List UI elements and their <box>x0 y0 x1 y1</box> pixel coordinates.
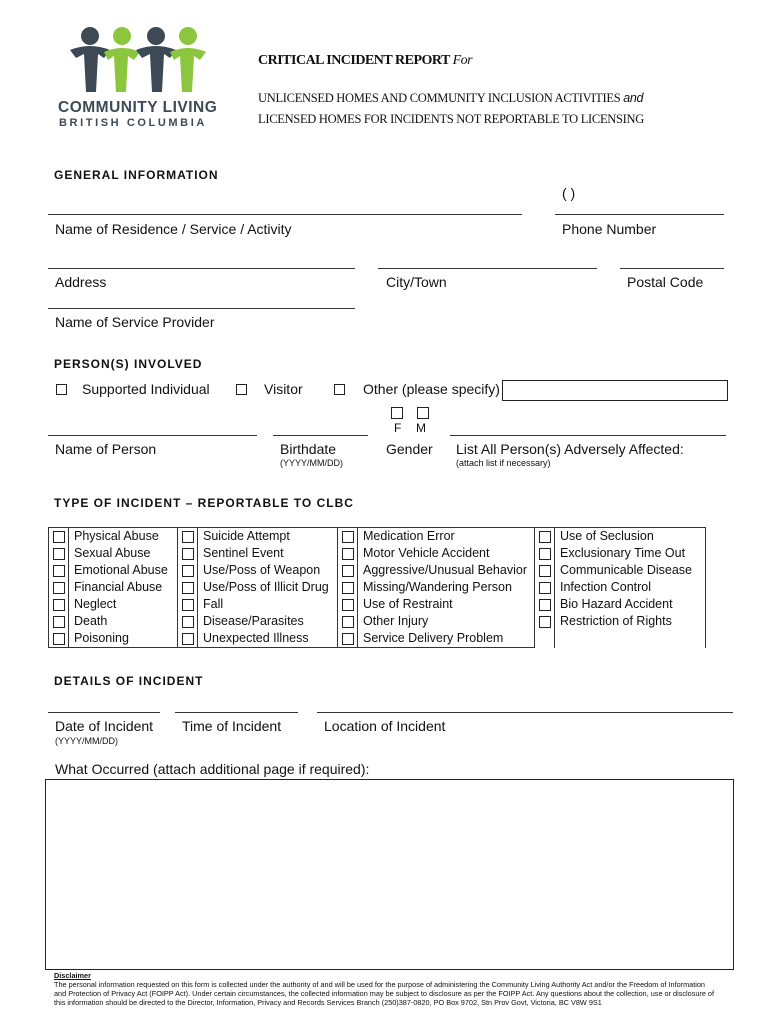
logo-figures-icon <box>64 22 224 97</box>
birthdate-label: Birthdate <box>280 441 337 457</box>
city-label: City/Town <box>386 274 447 290</box>
supported-individual-checkbox[interactable] <box>56 384 67 395</box>
address-field[interactable] <box>48 268 355 269</box>
incident-checkbox[interactable] <box>182 633 194 645</box>
person-name-field[interactable] <box>48 435 257 436</box>
incident-date-format: (YYYY/MM/DD) <box>55 736 118 746</box>
incident-type-label: Use of Seclusion <box>560 529 654 543</box>
other-checkbox[interactable] <box>334 384 345 395</box>
phone-field[interactable] <box>555 214 724 215</box>
col3-checkboxes <box>338 528 358 648</box>
incident-checkbox[interactable] <box>539 616 551 628</box>
general-info-heading: GENERAL INFORMATION <box>54 168 219 182</box>
visitor-label: Visitor <box>264 381 303 397</box>
incident-checkbox[interactable] <box>182 548 194 560</box>
incident-type-label: Sexual Abuse <box>74 546 151 560</box>
affected-persons-label: List All Person(s) Adversely Affected: <box>456 441 684 457</box>
incident-location-field[interactable] <box>317 712 733 713</box>
incident-type-label: Communicable Disease <box>560 563 693 577</box>
incident-type-label: Restriction of Rights <box>560 614 672 628</box>
incident-time-label: Time of Incident <box>182 718 282 734</box>
service-provider-label: Name of Service Provider <box>55 314 215 330</box>
incident-checkbox[interactable] <box>539 548 551 560</box>
incident-checkbox[interactable] <box>182 531 194 543</box>
residence-field[interactable] <box>48 214 522 215</box>
logo-line1: COMMUNITY LIVING <box>58 99 218 116</box>
incident-checkbox[interactable] <box>182 582 194 594</box>
incident-checkbox[interactable] <box>53 531 65 543</box>
incident-location-label: Location of Incident <box>324 718 446 734</box>
col2-labels <box>198 528 338 648</box>
disclaimer <box>54 971 719 1007</box>
incident-type-label: Medication Error <box>363 529 455 543</box>
incident-type-label: Exclusionary Time Out <box>560 546 686 560</box>
col3-labels <box>358 528 535 648</box>
incident-type-label: Motor Vehicle Accident <box>363 546 490 560</box>
form-title-text: CRITICAL INCIDENT REPORT <box>258 53 450 68</box>
incident-date-field[interactable] <box>48 712 160 713</box>
phone-area-code-parens: ( ) <box>562 185 576 201</box>
incident-checkbox[interactable] <box>53 582 65 594</box>
form-subtitle-2: LICENSED HOMES FOR INCIDENTS NOT REPORTABLE TO LICENSING <box>258 112 644 126</box>
incident-type-label: Emotional Abuse <box>74 563 168 577</box>
subtitle-1-and: and <box>623 91 644 105</box>
incident-type-label: Bio Hazard Accident <box>560 597 673 611</box>
incident-type-label: Poisoning <box>74 631 129 645</box>
incident-checkbox[interactable] <box>539 565 551 577</box>
col2-checkboxes <box>178 528 198 648</box>
incident-type-label: Use/Poss of Weapon <box>203 563 321 577</box>
incident-checkbox[interactable] <box>182 599 194 611</box>
disclaimer-text: The personal information requested on this form is collected under the authority of and will be used for the purpose of administering the Community Living Authority Act and/or the Freedom of Information and Protection of Privacy Act (FOIPP Act). Under certain circumstances, the collected information may be subject to disclosure as per the FOIPP Act. Any questions about the collection, use or disclosure of this information should be directed to the Director, Information, Privacy and Records Services Branch (250)387-0820, PO Box 9702, Stn Prov Govt, Victoria, BC V8W 9S1 <box>54 980 715 1007</box>
address-label: Address <box>55 274 107 290</box>
incident-checkbox[interactable] <box>53 599 65 611</box>
incident-type-label: Infection Control <box>560 580 652 594</box>
incident-type-label: Missing/Wandering Person <box>363 580 512 594</box>
disclaimer-title: Disclaimer <box>54 971 91 980</box>
form-title-for: For <box>452 53 473 68</box>
what-occurred-textarea[interactable] <box>45 779 734 970</box>
incident-checkbox[interactable] <box>539 599 551 611</box>
incident-type-label: Neglect <box>74 597 117 611</box>
birthdate-format: (YYYY/MM/DD) <box>280 458 343 468</box>
incident-checkbox[interactable] <box>342 565 354 577</box>
incident-checkbox[interactable] <box>53 616 65 628</box>
gender-m-checkbox[interactable] <box>417 407 429 419</box>
service-provider-field[interactable] <box>48 308 355 309</box>
what-occurred-label: What Occurred (attach additional page if required): <box>55 761 370 777</box>
incident-checkbox[interactable] <box>182 565 194 577</box>
col1-checkboxes <box>49 528 69 648</box>
other-label: Other (please specify) <box>363 381 500 397</box>
gender-f-checkbox[interactable] <box>391 407 403 419</box>
incident-checkbox[interactable] <box>342 633 354 645</box>
col1-labels <box>69 528 178 648</box>
col4-checkboxes <box>535 528 555 648</box>
incident-checkbox[interactable] <box>342 616 354 628</box>
gender-f-label: F <box>394 421 402 435</box>
incident-type-label: Use/Poss of Illicit Drug <box>203 580 329 594</box>
incident-type-label: Aggressive/Unusual Behavior <box>363 563 527 577</box>
logo <box>56 22 231 132</box>
supported-individual-label: Supported Individual <box>82 381 210 397</box>
incident-type-label: Disease/Parasites <box>203 614 304 628</box>
incident-date-label: Date of Incident <box>55 718 154 734</box>
details-heading: DETAILS OF INCIDENT <box>54 674 204 688</box>
postal-code-label: Postal Code <box>627 274 704 290</box>
incident-type-heading: TYPE OF INCIDENT – REPORTABLE TO CLBC <box>54 496 354 510</box>
incident-checkbox[interactable] <box>342 599 354 611</box>
incident-type-label: Other Injury <box>363 614 429 628</box>
incident-type-label: Unexpected Illness <box>203 631 309 645</box>
affected-persons-field[interactable] <box>450 435 726 436</box>
incident-checkbox[interactable] <box>539 531 551 543</box>
gender-label: Gender <box>386 441 433 457</box>
incident-type-label: Fall <box>203 597 224 611</box>
incident-checkbox[interactable] <box>342 531 354 543</box>
incident-type-label: Use of Restraint <box>363 597 453 611</box>
other-specify-input[interactable] <box>502 380 728 401</box>
person-name-label: Name of Person <box>55 441 157 457</box>
col4-labels <box>555 528 706 648</box>
residence-label: Name of Residence / Service / Activity <box>55 221 292 237</box>
incident-checkbox[interactable] <box>342 548 354 560</box>
form-subtitle-1 <box>258 91 643 106</box>
incident-checkbox[interactable] <box>182 616 194 628</box>
form-title <box>258 53 472 69</box>
incident-checkbox[interactable] <box>342 582 354 594</box>
visitor-checkbox[interactable] <box>236 384 247 395</box>
affected-persons-note: (attach list if necessary) <box>456 458 551 468</box>
city-field[interactable] <box>378 268 597 269</box>
persons-heading: PERSON(S) INVOLVED <box>54 357 203 371</box>
postal-code-field[interactable] <box>620 268 724 269</box>
phone-label: Phone Number <box>562 221 657 237</box>
birthdate-field[interactable] <box>273 435 368 436</box>
incident-checkbox[interactable] <box>53 633 65 645</box>
incident-type-table <box>48 527 706 648</box>
incident-type-label: Financial Abuse <box>74 580 163 594</box>
subtitle-1-text: UNLICENSED HOMES AND COMMUNITY INCLUSION ACTIVITIES <box>258 91 621 105</box>
incident-type-label: Service Delivery Problem <box>363 631 504 645</box>
gender-m-label: M <box>416 421 426 435</box>
incident-type-label: Physical Abuse <box>74 529 159 543</box>
logo-line2: BRITISH COLUMBIA <box>59 117 207 129</box>
incident-time-field[interactable] <box>175 712 298 713</box>
incident-checkbox[interactable] <box>539 582 551 594</box>
incident-type-label: Suicide Attempt <box>203 529 290 543</box>
incident-checkbox[interactable] <box>53 548 65 560</box>
incident-type-label: Sentinel Event <box>203 546 284 560</box>
incident-type-label: Death <box>74 614 108 628</box>
incident-checkbox[interactable] <box>53 565 65 577</box>
